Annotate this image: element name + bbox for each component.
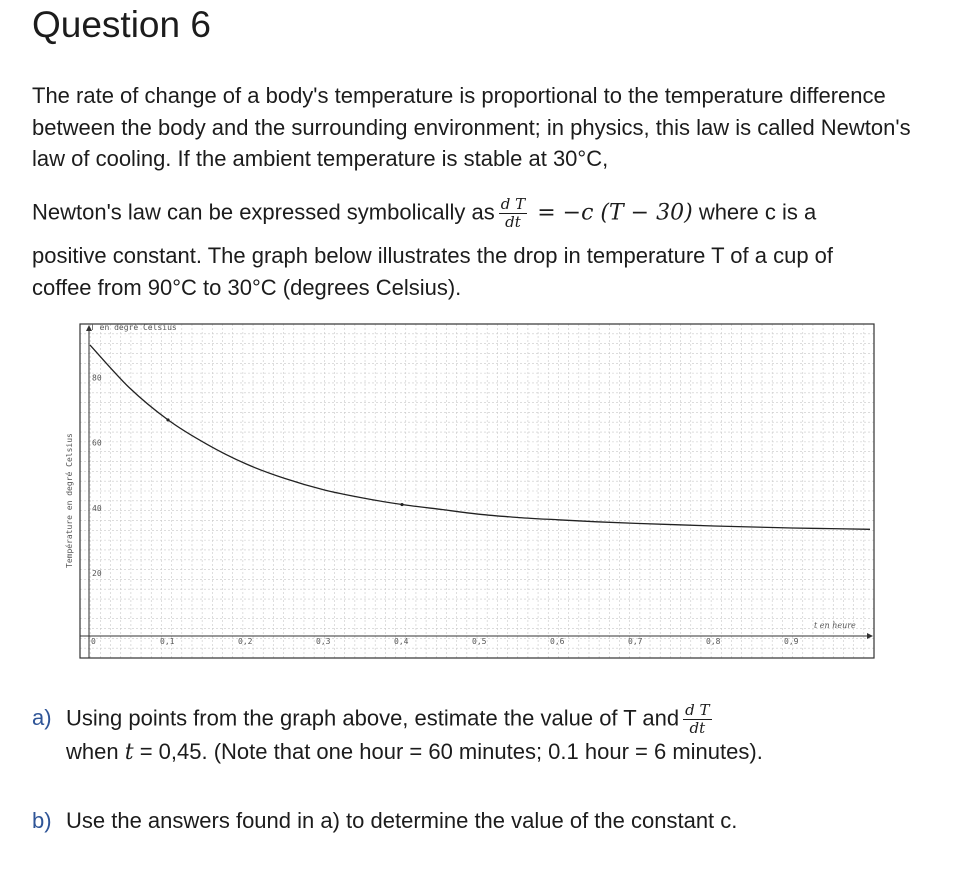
x-tick-label: 0,4 xyxy=(394,637,409,646)
x-tick-label: 0,5 xyxy=(472,637,487,646)
question-a-label: a) xyxy=(32,705,52,731)
y-axis-top-label: T en degré Celsius xyxy=(90,323,177,332)
x-tick-label: 0,9 xyxy=(784,637,799,646)
question-a-line2 xyxy=(66,739,763,765)
paragraph2-line2: coffee from 90°C to 30°C (degrees Celsius). xyxy=(32,275,462,300)
equation-rhs: = −c (T − 30) xyxy=(537,200,693,226)
x-tick-label: 0,1 xyxy=(160,637,175,646)
fraction-denominator: dt xyxy=(689,719,706,737)
y-tick-label: 80 xyxy=(92,373,102,383)
fraction-numerator: d T xyxy=(685,701,710,719)
y-tick-label: 20 xyxy=(92,568,102,578)
x-tick-label: 0,2 xyxy=(238,637,253,646)
x-tick-label: 0 xyxy=(91,637,96,646)
question-a-line1 xyxy=(32,702,716,737)
cooling-graph xyxy=(60,318,876,662)
question-b-text: Use the answers found in a) to determine the value of the constant c. xyxy=(66,808,738,833)
fraction-denominator: dt xyxy=(505,213,521,231)
question-a-note: (Note that one hour = 60 minutes; 0.1 hour = 6 minutes). xyxy=(213,739,763,764)
question-b-label: b) xyxy=(32,808,52,833)
x-tick-label: 0,7 xyxy=(628,637,643,646)
question-title: Question 6 xyxy=(32,4,211,45)
x-axis-label: t en heure xyxy=(814,621,856,630)
y-axis-side-label: Température en degré Celsius xyxy=(65,433,74,568)
paragraph2-line1: positive constant. The graph below illustrates the drop in temperature T of a cup of xyxy=(32,243,834,268)
intro-paragraph: The rate of change of a body's temperature is proportional to the temperature difference between the body and the surrounding environment; in physics, this law is called Newton's law of cooling. If the ambient temperature is stable at 30°C, xyxy=(32,83,911,171)
question-a-variable: t xyxy=(124,740,134,765)
question-a-value: = 0,45. xyxy=(139,739,208,764)
chart-background xyxy=(60,318,876,662)
question-b-line xyxy=(32,808,737,834)
x-tick-label: 0,8 xyxy=(706,637,721,646)
fraction-numerator: d T xyxy=(500,195,526,213)
equation-prefix: Newton's law can be expressed symbolically as xyxy=(32,199,495,225)
x-tick-label: 0,6 xyxy=(550,637,565,646)
x-tick-label: 0,3 xyxy=(316,637,331,646)
equation-suffix: where c is a xyxy=(698,199,817,225)
question-a-text: Using points from the graph above, estimate the value of T and xyxy=(66,705,680,731)
dT-dt-fraction xyxy=(499,196,527,231)
y-tick-label: 40 xyxy=(92,503,102,513)
y-tick-label: 60 xyxy=(92,438,102,448)
equation-line xyxy=(32,196,816,231)
question-a-when: when xyxy=(66,739,119,764)
question-a-fraction xyxy=(683,702,711,737)
